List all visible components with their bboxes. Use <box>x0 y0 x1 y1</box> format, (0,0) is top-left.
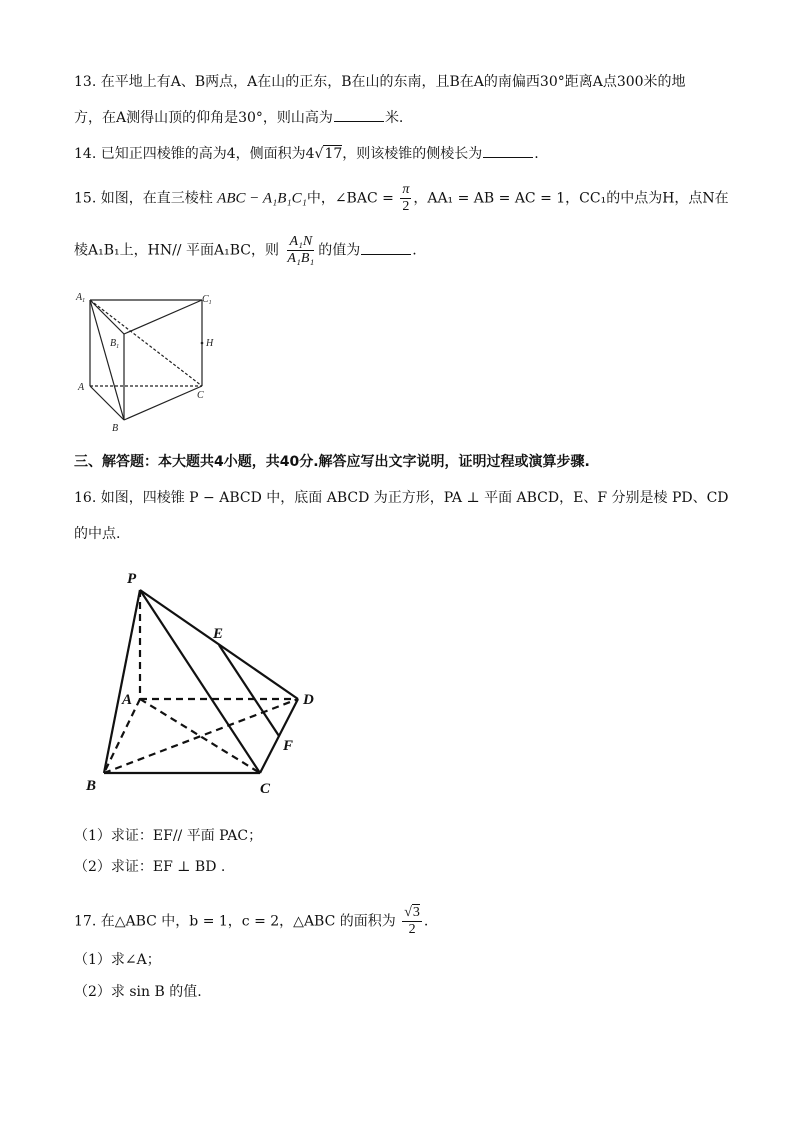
q13-line1: 13. 在平地上有A、B两点，A在山的正东，B在山的东南，且B在A的南偏西30°距离A点300米的地 <box>74 74 686 90</box>
q15-line1 <box>74 182 729 215</box>
answer-blank <box>334 108 384 122</box>
q15-text3: 的值为 <box>318 242 361 259</box>
sqrt-radicand: 17 <box>324 146 343 162</box>
label-H: H <box>206 338 214 349</box>
section-heading: 三、解答题：本大题共4小题，共40分.解答应写出文字说明，证明过程或演算步骤. <box>74 454 590 470</box>
q15-text2: 棱A₁B₁上，HN// 平面A₁BC，则 <box>74 242 279 259</box>
q16-line1: 16. 如图，四棱锥 P − ABCD 中，底面 ABCD 为正方形，PA ⊥ 平面 ABCD，E、F 分别是棱 PD、CD <box>74 490 729 506</box>
q13-unit: 米. <box>384 110 404 126</box>
label-B1: $B_1$ <box>110 338 120 350</box>
q17-part2: （2）求 sin B 的值. <box>74 984 202 1000</box>
label-B: B <box>112 423 119 434</box>
q13-text: 方，在A测得山顶的仰角是30°，则山高为 <box>74 110 333 126</box>
q17-line <box>74 905 428 938</box>
frac-denominator: A₁B₁ <box>287 251 315 266</box>
q14-text2: ，则该棱锥的侧棱长为 <box>342 146 483 162</box>
q14-end: . <box>534 146 539 162</box>
answer-blank <box>483 144 533 158</box>
frac-numerator: π <box>402 182 410 197</box>
ratio-fraction <box>285 234 316 267</box>
label-C: C <box>197 390 204 401</box>
prism-figure <box>70 288 220 438</box>
label-F: F <box>283 738 294 754</box>
q14-text: 14. 已知正四棱锥的高为4，侧面积为4 <box>74 146 315 162</box>
label-A: A <box>122 692 133 708</box>
sqrt3-over-2-fraction <box>402 905 422 938</box>
frac-denominator: 2 <box>402 199 410 214</box>
q15-end: . <box>412 242 417 259</box>
q16-part1: （1）求证：EF// 平面 PAC； <box>74 828 263 844</box>
label-C1: $C_1$ <box>202 294 212 306</box>
frac-numerator: √3 <box>404 905 420 920</box>
q15-line2 <box>74 234 417 267</box>
q16-line2: 的中点. <box>74 526 121 542</box>
label-P: P <box>127 571 137 587</box>
pyramid-figure <box>80 565 330 800</box>
q15-angle: 中，∠BAC = <box>306 190 394 207</box>
answer-blank <box>361 241 411 255</box>
frac-denominator: 2 <box>408 922 416 937</box>
label-A: A <box>78 382 85 393</box>
q17-end: . <box>423 913 429 930</box>
q15-cond: ，AA₁ = AB = AC = 1，CC₁的中点为H，点N在 <box>413 190 729 207</box>
q17-text: 17. 在△ABC 中，b = 1，c = 2，△ABC 的面积为 <box>74 913 396 930</box>
label-A1: $A_1$ <box>76 292 86 304</box>
label-D: D <box>303 692 314 708</box>
label-B: B <box>86 778 97 794</box>
pi-over-2-fraction <box>400 182 411 215</box>
q16-part2: （2）求证：EF ⊥ BD . <box>74 859 226 875</box>
label-C: C <box>260 781 271 797</box>
sqrt-symbol: √17 <box>314 146 343 162</box>
q15-text: 15. 如图，在直三棱柱 <box>74 190 213 207</box>
q14-line <box>74 144 539 164</box>
frac-numerator: A₁N <box>289 234 313 249</box>
q17-part1: （1）求∠A； <box>74 952 161 968</box>
q15-prism: ABC − A₁B₁C₁ <box>217 190 307 207</box>
q13-line2 <box>74 108 403 128</box>
label-E: E <box>213 626 224 642</box>
